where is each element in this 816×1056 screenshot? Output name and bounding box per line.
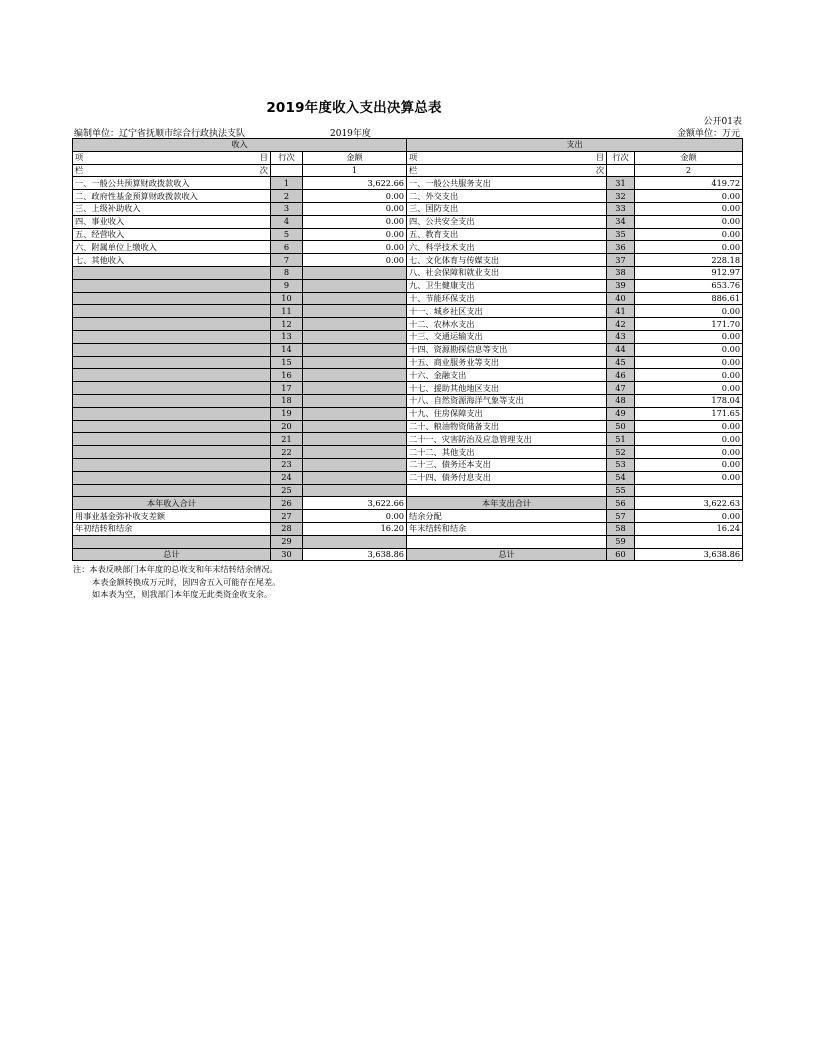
item-suffix: 目 — [595, 151, 605, 162]
expense-row-number: 35 — [607, 228, 635, 241]
expense-amount: 171.70 — [635, 318, 743, 331]
income-row-number: 13 — [271, 330, 303, 343]
income-item: 五、经营收入 — [73, 228, 271, 241]
expense-col-label — [407, 164, 607, 177]
expense-col-number: 2 — [635, 164, 743, 177]
expense-row-number: 48 — [607, 394, 635, 407]
table-row — [73, 190, 743, 203]
income-item: 一、一般公共预算财政拨款收入 — [73, 177, 271, 190]
expense-item — [407, 484, 607, 497]
income-amount — [303, 382, 407, 395]
budget-table — [72, 138, 743, 561]
income-item — [73, 535, 271, 548]
expense-amount: 0.00 — [635, 343, 743, 356]
income-row-number: 26 — [271, 497, 303, 510]
income-row-number: 20 — [271, 420, 303, 433]
expense-item: 十三、交通运输支出 — [407, 330, 607, 343]
table-row — [73, 202, 743, 215]
form-number: 公开01表 — [703, 117, 742, 127]
expense-item: 四、公共安全支出 — [407, 215, 607, 228]
income-amount: 0.00 — [303, 510, 407, 523]
income-row-number: 3 — [271, 202, 303, 215]
expense-item: 本年支出合计 — [407, 497, 607, 510]
expense-col-rowno — [607, 164, 635, 177]
expense-row-number: 58 — [607, 522, 635, 535]
expense-rowno-header: 行次 — [607, 151, 635, 164]
expense-item: 七、文化体育与传媒支出 — [407, 254, 607, 267]
income-amount-header: 金额 — [303, 151, 407, 164]
expense-amount: 0.00 — [635, 471, 743, 484]
expense-amount: 0.00 — [635, 369, 743, 382]
expense-item: 十二、农林水支出 — [407, 318, 607, 331]
income-amount — [303, 484, 407, 497]
expense-amount: 0.00 — [635, 190, 743, 203]
income-item — [73, 394, 271, 407]
income-amount — [303, 433, 407, 446]
income-amount — [303, 292, 407, 305]
expense-item: 二十一、灾害防治及应急管理支出 — [407, 433, 607, 446]
expense-amount: 0.00 — [635, 510, 743, 523]
income-item: 三、上级补助收入 — [73, 202, 271, 215]
expense-item: 九、卫生健康支出 — [407, 279, 607, 292]
income-row-number: 24 — [271, 471, 303, 484]
income-amount — [303, 458, 407, 471]
expense-amount: 228.18 — [635, 254, 743, 267]
expense-row-number: 46 — [607, 369, 635, 382]
income-amount: 0.00 — [303, 215, 407, 228]
expense-item: 结余分配 — [407, 510, 607, 523]
expense-amount: 0.00 — [635, 446, 743, 459]
expense-item: 十五、商业服务业等支出 — [407, 356, 607, 369]
income-amount — [303, 279, 407, 292]
income-item: 总计 — [73, 548, 271, 561]
income-amount: 0.00 — [303, 190, 407, 203]
income-item — [73, 407, 271, 420]
table-row — [73, 330, 743, 343]
expense-amount: 0.00 — [635, 228, 743, 241]
income-amount: 0.00 — [303, 254, 407, 267]
col-label: 栏 — [409, 164, 418, 175]
income-amount — [303, 369, 407, 382]
income-row-number: 7 — [271, 254, 303, 267]
income-row-number: 27 — [271, 510, 303, 523]
expense-row-number: 54 — [607, 471, 635, 484]
expense-item: 二十、粮油物资储备支出 — [407, 420, 607, 433]
table-row — [73, 484, 743, 497]
expense-item: 二十二、其他支出 — [407, 446, 607, 459]
table-row — [73, 433, 743, 446]
income-item — [73, 420, 271, 433]
income-item — [73, 458, 271, 471]
income-amount — [303, 330, 407, 343]
income-item: 本年收入合计 — [73, 497, 271, 510]
income-row-number: 1 — [271, 177, 303, 190]
expense-item: 六、科学技术支出 — [407, 241, 607, 254]
expense-amount: 3,622.63 — [635, 497, 743, 510]
item-suffix: 目 — [259, 151, 268, 162]
income-item — [73, 292, 271, 305]
expense-item — [407, 535, 607, 548]
income-row-number: 16 — [271, 369, 303, 382]
expense-item-header — [407, 151, 607, 164]
footnote: 如本表为空，则我部门本年度无此类资金收支余。 — [92, 589, 273, 599]
income-amount — [303, 318, 407, 331]
table-row — [73, 420, 743, 433]
expense-item: 二、外交支出 — [407, 190, 607, 203]
item-label: 项 — [75, 152, 84, 163]
expense-row-number: 33 — [607, 202, 635, 215]
expense-item: 十九、住房保障支出 — [407, 407, 607, 420]
expense-amount — [635, 535, 743, 548]
expense-amount: 0.00 — [635, 356, 743, 369]
expense-amount: 0.00 — [635, 241, 743, 254]
expense-row-number: 59 — [607, 535, 635, 548]
income-amount — [303, 394, 407, 407]
income-amount — [303, 420, 407, 433]
table-row — [73, 292, 743, 305]
section-header-row — [73, 139, 743, 152]
expense-row-number: 56 — [607, 497, 635, 510]
unit-label: 金额单位：万元 — [676, 129, 740, 139]
item-label: 项 — [409, 152, 418, 163]
expense-row-number: 32 — [607, 190, 635, 203]
income-amount: 3,638.86 — [303, 548, 407, 561]
expense-row-number: 43 — [607, 330, 635, 343]
expense-amount: 419.72 — [635, 177, 743, 190]
income-row-number: 17 — [271, 382, 303, 395]
footnote: 本表金额转换成万元时，因四舍五入可能存在尾差。 — [92, 576, 281, 587]
expense-section-header: 支出 — [407, 139, 743, 152]
income-row-number: 10 — [271, 292, 303, 305]
expense-row-number: 57 — [607, 510, 635, 523]
expense-row-number: 39 — [607, 279, 635, 292]
column-number-row — [73, 164, 743, 177]
expense-item: 一、一般公共服务支出 — [407, 177, 607, 190]
table-row — [73, 279, 743, 292]
table-row — [73, 535, 743, 548]
expense-row-number: 40 — [607, 292, 635, 305]
income-amount — [303, 356, 407, 369]
income-row-number: 5 — [271, 228, 303, 241]
table-row — [73, 394, 743, 407]
expense-amount: 0.00 — [635, 382, 743, 395]
expense-item: 二十三、债务还本支出 — [407, 458, 607, 471]
table-row — [73, 318, 743, 331]
table-row — [73, 510, 743, 523]
income-item — [73, 330, 271, 343]
expense-row-number: 41 — [607, 305, 635, 318]
income-item — [73, 446, 271, 459]
income-row-number: 6 — [271, 241, 303, 254]
table-row — [73, 497, 743, 510]
income-item — [73, 266, 271, 279]
income-item — [73, 369, 271, 382]
expense-amount: 16.24 — [635, 522, 743, 535]
income-item: 四、事业收入 — [73, 215, 271, 228]
income-amount — [303, 446, 407, 459]
income-item: 七、其他收入 — [73, 254, 271, 267]
expense-item: 十一、城乡社区支出 — [407, 305, 607, 318]
year-label: 2019年度 — [330, 129, 371, 139]
income-amount — [303, 305, 407, 318]
expense-amount: 0.00 — [635, 215, 743, 228]
expense-row-number: 50 — [607, 420, 635, 433]
income-item — [73, 382, 271, 395]
income-item: 二、政府性基金预算财政拨款收入 — [73, 190, 271, 203]
income-row-number: 23 — [271, 458, 303, 471]
expense-amount: 3,638.86 — [635, 548, 743, 561]
income-amount: 0.00 — [303, 202, 407, 215]
col-label: 栏 — [75, 164, 84, 175]
expense-row-number: 42 — [607, 318, 635, 331]
income-item: 六、附属单位上缴收入 — [73, 241, 271, 254]
income-col-label — [73, 164, 271, 177]
expense-item: 十、节能环保支出 — [407, 292, 607, 305]
income-item: 年初结转和结余 — [73, 522, 271, 535]
income-amount — [303, 343, 407, 356]
expense-row-number: 38 — [607, 266, 635, 279]
table-row — [73, 254, 743, 267]
expense-row-number: 51 — [607, 433, 635, 446]
income-item — [73, 433, 271, 446]
expense-amount: 0.00 — [635, 330, 743, 343]
table-row — [73, 228, 743, 241]
income-row-number: 29 — [271, 535, 303, 548]
income-row-number: 15 — [271, 356, 303, 369]
expense-amount: 912.97 — [635, 266, 743, 279]
expense-row-number: 47 — [607, 382, 635, 395]
table-row — [73, 407, 743, 420]
income-item — [73, 343, 271, 356]
column-header-row — [73, 151, 743, 164]
org-label: 编制单位：辽宁省抚顺市综合行政执法支队 — [74, 129, 246, 139]
table-row — [73, 177, 743, 190]
income-amount: 3,622.66 — [303, 497, 407, 510]
expense-item: 总计 — [407, 548, 607, 561]
expense-row-number: 37 — [607, 254, 635, 267]
table-row — [73, 266, 743, 279]
income-item — [73, 484, 271, 497]
expense-item: 十六、金融支出 — [407, 369, 607, 382]
income-rowno-header: 行次 — [271, 151, 303, 164]
income-row-number: 11 — [271, 305, 303, 318]
expense-item: 八、社会保障和就业支出 — [407, 266, 607, 279]
income-row-number: 4 — [271, 215, 303, 228]
expense-amount: 653.76 — [635, 279, 743, 292]
table-row — [73, 458, 743, 471]
expense-row-number: 53 — [607, 458, 635, 471]
expense-amount: 0.00 — [635, 305, 743, 318]
meta-line — [72, 126, 742, 138]
income-amount — [303, 535, 407, 548]
income-row-number: 2 — [271, 190, 303, 203]
income-item: 用事业基金弥补收支差额 — [73, 510, 271, 523]
table-row — [73, 305, 743, 318]
expense-row-number: 49 — [607, 407, 635, 420]
table-row — [73, 215, 743, 228]
expense-amount — [635, 484, 743, 497]
expense-row-number: 52 — [607, 446, 635, 459]
expense-item: 三、国防支出 — [407, 202, 607, 215]
income-amount — [303, 266, 407, 279]
income-row-number: 14 — [271, 343, 303, 356]
table-row — [73, 369, 743, 382]
col-suffix: 次 — [259, 164, 268, 175]
income-col-rowno — [271, 164, 303, 177]
footnote: 注：本表反映部门本年度的总收支和年末结转结余情况。 — [73, 564, 278, 574]
table-row — [73, 548, 743, 561]
income-row-number: 21 — [271, 433, 303, 446]
table-row — [73, 446, 743, 459]
income-item — [73, 356, 271, 369]
expense-row-number: 31 — [607, 177, 635, 190]
expense-amount: 886.61 — [635, 292, 743, 305]
income-row-number: 25 — [271, 484, 303, 497]
income-row-number: 18 — [271, 394, 303, 407]
income-row-number: 8 — [271, 266, 303, 279]
income-row-number: 22 — [271, 446, 303, 459]
expense-item: 十八、自然资源海洋气象等支出 — [407, 394, 607, 407]
expense-amount: 0.00 — [635, 202, 743, 215]
income-item — [73, 318, 271, 331]
expense-row-number: 44 — [607, 343, 635, 356]
page-title: 2019年度收入支出决算总表 — [266, 100, 442, 116]
expense-item: 十四、资源勘探信息等支出 — [407, 343, 607, 356]
expense-row-number: 60 — [607, 548, 635, 561]
income-item — [73, 279, 271, 292]
table-row — [73, 522, 743, 535]
expense-item: 年末结转和结余 — [407, 522, 607, 535]
income-amount — [303, 407, 407, 420]
income-row-number: 19 — [271, 407, 303, 420]
table-row — [73, 471, 743, 484]
income-item — [73, 471, 271, 484]
income-item — [73, 305, 271, 318]
expense-row-number: 34 — [607, 215, 635, 228]
income-amount: 0.00 — [303, 241, 407, 254]
expense-amount: 171.65 — [635, 407, 743, 420]
expense-row-number: 36 — [607, 241, 635, 254]
expense-item: 五、教育支出 — [407, 228, 607, 241]
expense-row-number: 45 — [607, 356, 635, 369]
income-item-header — [73, 151, 271, 164]
expense-amount: 0.00 — [635, 420, 743, 433]
expense-row-number: 55 — [607, 484, 635, 497]
footnotes — [73, 563, 280, 601]
expense-amount: 0.00 — [635, 433, 743, 446]
income-row-number: 30 — [271, 548, 303, 561]
col-suffix: 次 — [595, 164, 605, 175]
income-row-number: 12 — [271, 318, 303, 331]
income-section-header: 收入 — [73, 139, 407, 152]
income-amount: 3,622.66 — [303, 177, 407, 190]
table-row — [73, 343, 743, 356]
expense-item: 十七、援助其他地区支出 — [407, 382, 607, 395]
income-col-number: 1 — [303, 164, 407, 177]
income-row-number: 9 — [271, 279, 303, 292]
expense-item: 二十四、债务付息支出 — [407, 471, 607, 484]
income-amount: 0.00 — [303, 228, 407, 241]
expense-amount: 178.04 — [635, 394, 743, 407]
expense-amount-header: 金额 — [635, 151, 743, 164]
income-amount — [303, 471, 407, 484]
table-row — [73, 241, 743, 254]
income-row-number: 28 — [271, 522, 303, 535]
income-amount: 16.20 — [303, 522, 407, 535]
expense-amount: 0.00 — [635, 458, 743, 471]
table-row — [73, 382, 743, 395]
table-row — [73, 356, 743, 369]
